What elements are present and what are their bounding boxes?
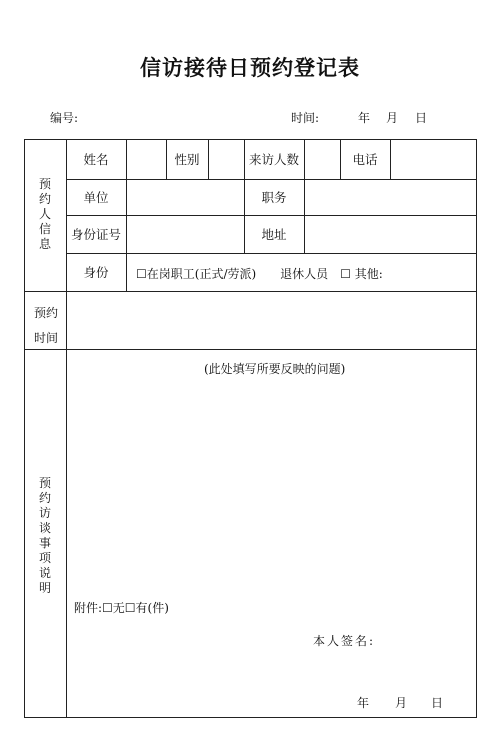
- form-title: 信访接待日预约登记表: [140, 55, 360, 80]
- position-label: 职务: [261, 190, 287, 205]
- number-label: 编号:: [50, 111, 79, 125]
- name-label: 姓名: [83, 152, 109, 167]
- right-label-line: [304, 139, 305, 253]
- label-column-line: [126, 139, 127, 291]
- sign-date-month: 月: [395, 696, 408, 710]
- table-right-border: [476, 139, 477, 718]
- matters-hint: (此处填写所要反映的问题): [204, 362, 346, 376]
- time-section-header-line1: 预约: [34, 306, 59, 320]
- matters-section-header: 预 约 访 谈 事 项 说 明: [38, 476, 51, 595]
- info-section-header: 预 约 人 信 息: [38, 177, 51, 251]
- table-left-border: [24, 139, 25, 718]
- attachment-line[interactable]: 附件:☐无☐有(件): [74, 601, 169, 615]
- gender-label: 性别: [174, 152, 200, 167]
- phone-value-line: [390, 139, 391, 179]
- identity-options[interactable]: ☐在岗职工(正式/劳派) 退休人员 ☐ 其他:: [136, 267, 383, 281]
- time-section-header-line2: 时间: [34, 331, 59, 345]
- gender-value-line: [208, 139, 209, 179]
- visitor-count-label: 来访人数: [248, 152, 299, 167]
- row-line-3: [66, 253, 477, 254]
- sign-date-day: 日: [431, 696, 444, 710]
- unit-label: 单位: [83, 190, 109, 205]
- id-label: 身份证号: [70, 227, 121, 242]
- header-date-day: 日: [415, 111, 428, 125]
- table-bottom-border: [24, 717, 477, 718]
- header-date-month: 月: [386, 111, 399, 125]
- row-line-4: [24, 291, 477, 292]
- sign-date-year: 年: [357, 696, 370, 710]
- address-label: 地址: [261, 227, 287, 242]
- header-date-year: 年: [358, 111, 371, 125]
- row-line-5: [24, 349, 477, 350]
- time-label: 时间:: [291, 111, 320, 125]
- identity-label: 身份: [83, 265, 109, 280]
- signature-label: 本人签名:: [313, 634, 376, 648]
- phone-label: 电话: [352, 152, 378, 167]
